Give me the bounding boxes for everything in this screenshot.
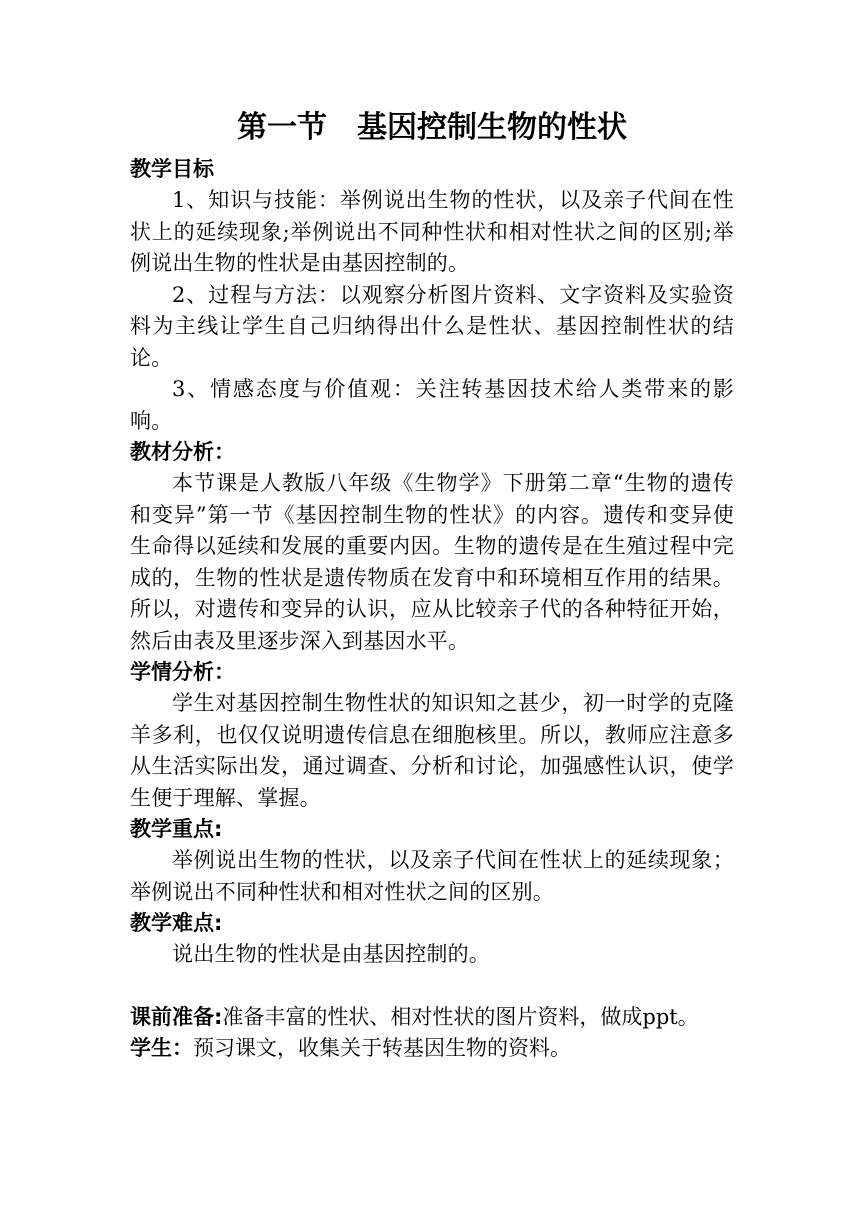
section-material-analysis <box>130 437 734 657</box>
student-text: 预习课文，收集关于转基因生物的资料。 <box>193 1036 571 1060</box>
document-page <box>130 104 734 1065</box>
paragraph: 1、知识与技能：举例说出生物的性状，以及亲子代间在性状上的延续现象;举例说出不同种性状和相对性状之间的区别;举例说出生物的性状是由基因控制的。 <box>130 188 734 275</box>
student-label: 学生： <box>130 1036 193 1060</box>
paragraph: 本节课是人教版八年级《生物学》下册第二章“生物的遗传和变异”第一节《基因控制生物的性状》的内容。遗传和变异使生命得以延续和发展的重要内因。生物的遗传是在生殖过程中完成的，生物的性状是遗传物质在发育中和环境相互作用的结果。所以，对遗传和变异的认识，应从比较亲子代的各种特征开始，然后由表及里逐步深入到基因水平。 <box>130 471 734 653</box>
paragraph: 学生对基因控制生物性状的知识知之甚少，初一时学的克隆羊多利，也仅仅说明遗传信息在细胞核里。所以，教师应注意多从生活实际出发，通过调查、分析和讨论，加强感性认识，使学生便于理解、掌握。 <box>130 691 734 810</box>
preparation-label: 课前准备: <box>130 1004 223 1029</box>
section-heading: 教学难点: <box>130 911 223 935</box>
section-heading: 教学重点: <box>130 817 223 841</box>
section-heading: 教材分析： <box>130 440 235 464</box>
section-heading: 学情分析： <box>130 660 235 684</box>
section-key-points <box>130 814 734 908</box>
student-row <box>130 1033 734 1065</box>
preparation-text: 准备丰富的性状、相对性状的图片资料，做成ppt。 <box>222 1004 699 1029</box>
section-student-analysis <box>130 657 734 814</box>
section-teaching-goals <box>130 154 734 437</box>
blank-line <box>130 971 734 1002</box>
paragraph: 举例说出生物的性状，以及亲子代间在性状上的延续现象；举例说出不同种性状和相对性状之间的区别。 <box>130 848 734 904</box>
paragraph: 2、过程与方法：以观察分析图片资料、文字资料及实验资料为主线让学生自己归纳得出什么是性状、基因控制性状的结论。 <box>130 282 734 370</box>
preparation-row <box>130 1002 734 1034</box>
paragraph: 3、情感态度与价值观：关注转基因技术给人类带来的影响。 <box>130 377 734 433</box>
section-difficult-points <box>130 908 734 971</box>
document-title: 第一节 基因控制生物的性状 <box>237 110 627 145</box>
paragraph: 说出生物的性状是由基因控制的。 <box>172 942 490 966</box>
section-heading: 教学目标 <box>130 157 214 181</box>
